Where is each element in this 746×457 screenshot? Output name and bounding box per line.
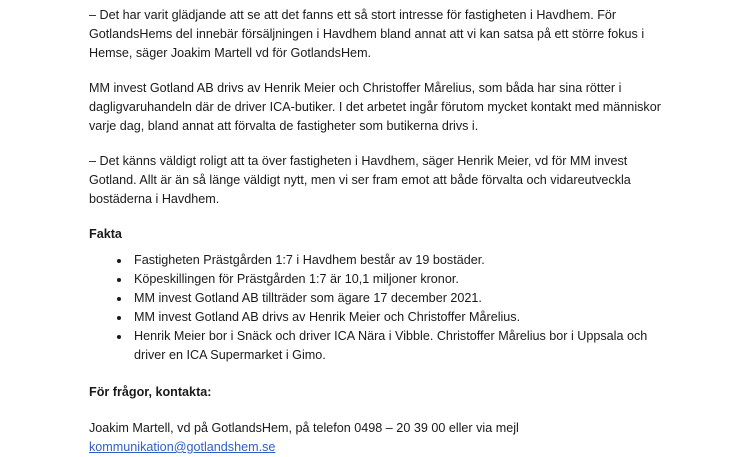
contact-text: Joakim Martell, vd på GotlandsHem, på telefon 0498 – 20 39 00 eller via mejl	[89, 421, 519, 435]
quote-paragraph-martell: – Det har varit glädjande att se att det fanns ett så stort intresse för fastigheten i Havdhem. För GotlandsHems del innebär försäljningen i Havdhem bland annat att vi kan satsa på ett större fokus i Hemse, säger Joakim Martell vd för GotlandsHem.	[89, 8, 645, 60]
facts-list-item: • MM invest Gotland AB drivs av Henrik Meier och Christoffer Mårelius.	[131, 308, 669, 327]
contact-heading: För frågor, kontakta:	[89, 385, 212, 399]
quote-paragraph-meier: – Det känns väldigt roligt att ta över fastigheten i Havdhem, säger Henrik Meier, vd för MM invest Gotland. Allt är än så länge väldigt nytt, men vi ser fram emot att både förvalta och vidareutveckla bostäderna i Havdhem.	[89, 154, 631, 206]
facts-list-item: • Henrik Meier bor i Snäck och driver ICA Nära i Vibble. Christoffer Mårelius bor i Uppsala och driver en ICA Supermarket i Gimo.	[131, 327, 669, 365]
facts-heading: Fakta	[89, 227, 122, 241]
facts-list	[89, 251, 669, 365]
contact-email-link[interactable]: kommunikation@gotlandshem.se	[89, 440, 276, 454]
document-page	[89, 6, 669, 457]
facts-list-item: • MM invest Gotland AB tillträder som ägare 17 december 2021.	[131, 289, 669, 308]
facts-list-item: • Köpeskillingen för Prästgården 1:7 är 10,1 miljoner kronor.	[131, 270, 669, 289]
company-description-paragraph: MM invest Gotland AB drivs av Henrik Meier och Christoffer Mårelius, som båda har sina rötter i dagligvaruhandeln där de driver ICA-butiker. I det arbetet ingår förutom mycket kontakt med människor varje dag, bland annat att förvalta de fastigheter som butikerna drivs i.	[89, 81, 661, 133]
facts-list-item: • Fastigheten Prästgården 1:7 i Havdhem består av 19 bostäder.	[131, 251, 669, 270]
